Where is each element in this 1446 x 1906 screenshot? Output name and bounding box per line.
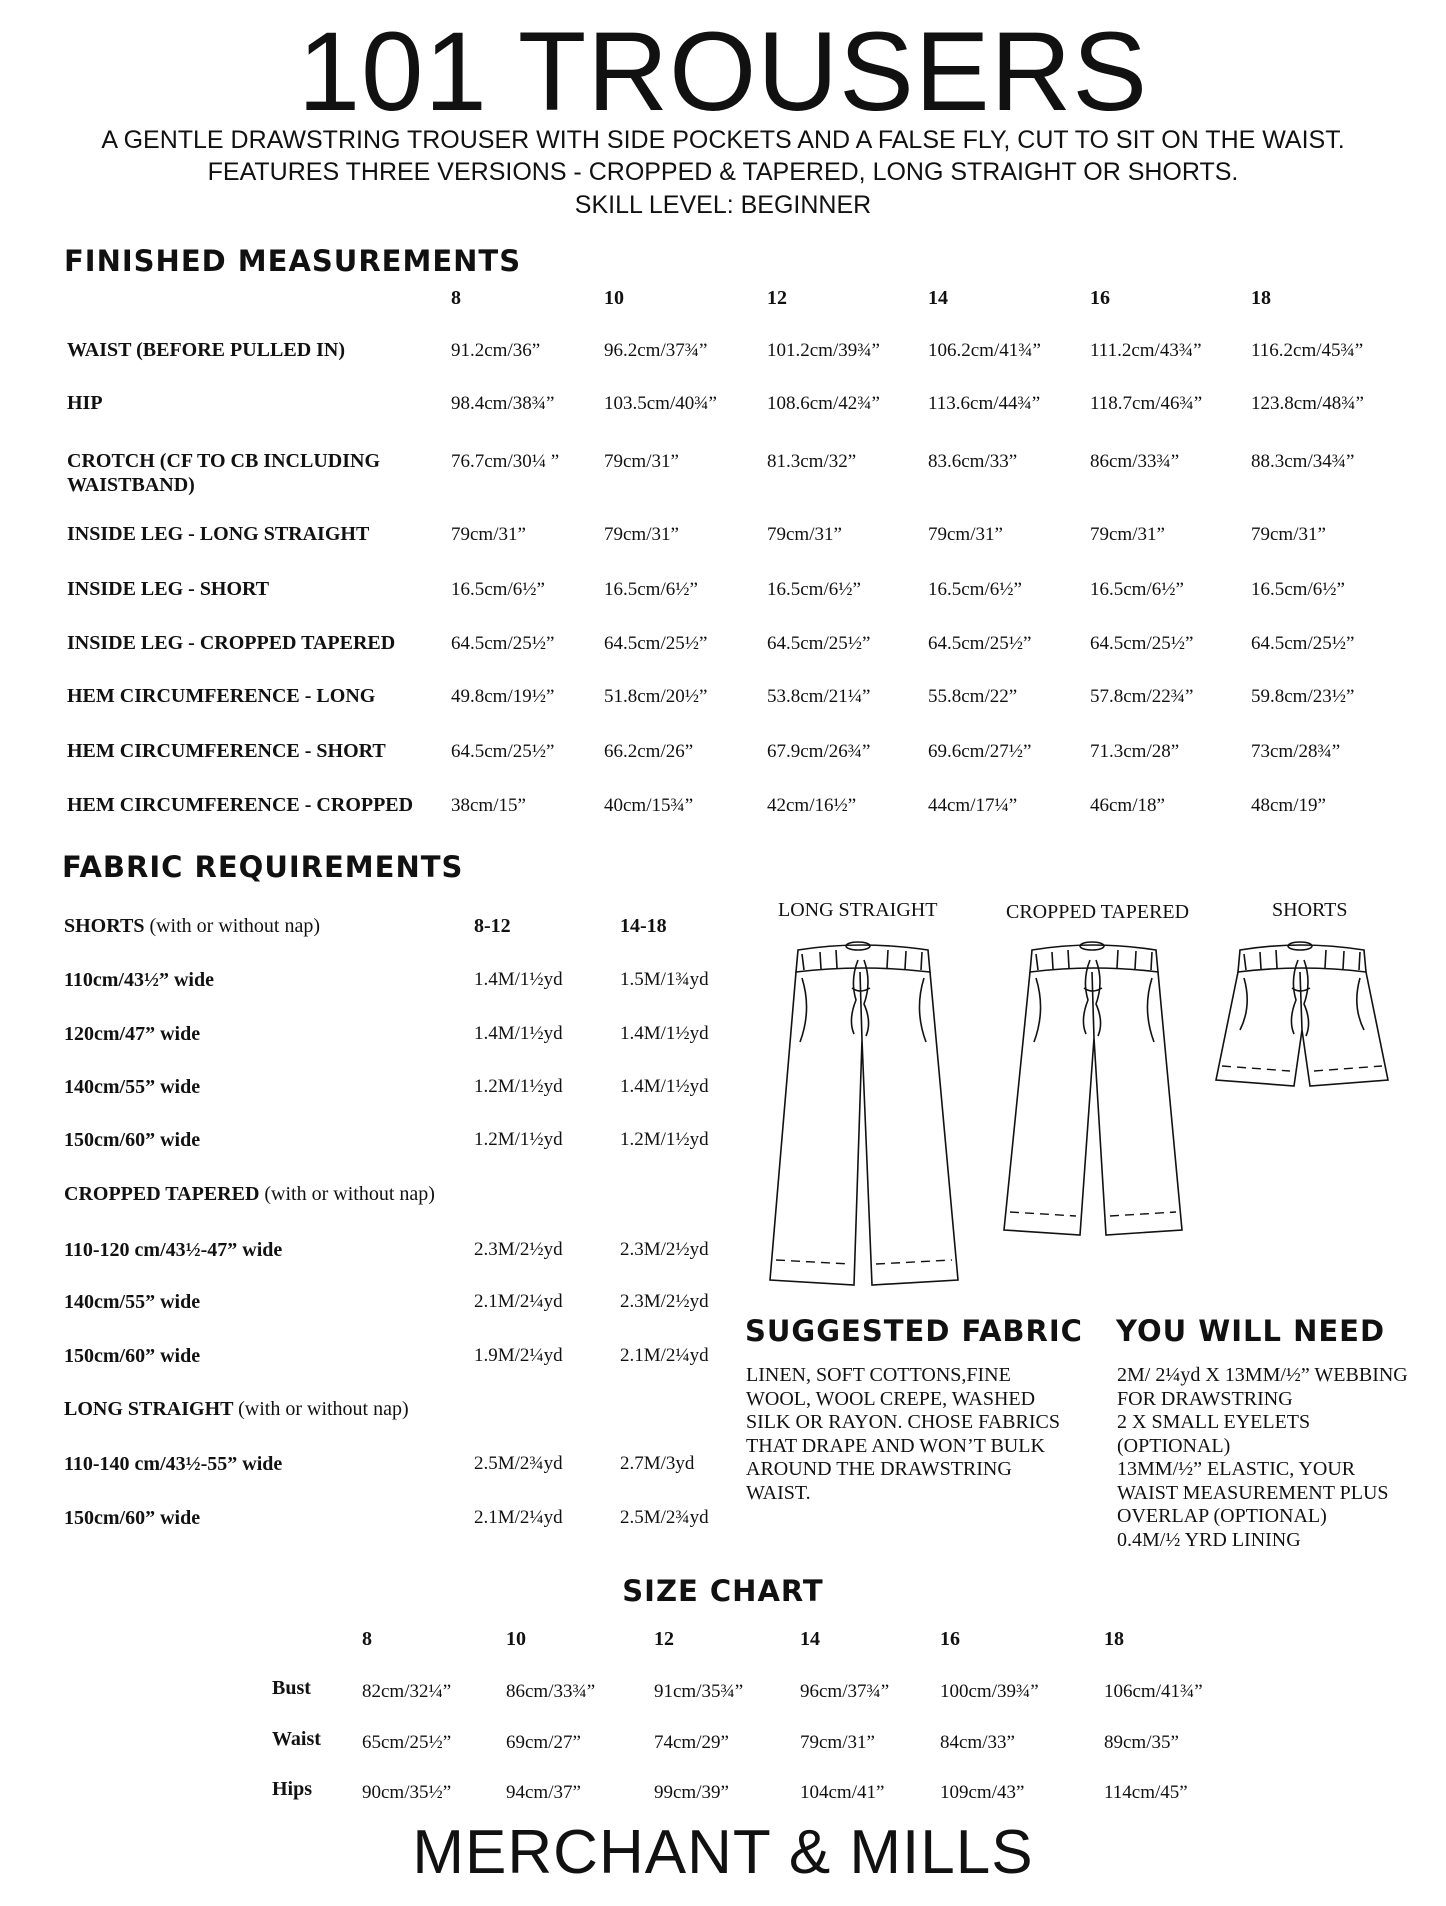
finished-cell: 123.8cm/48¾” — [1251, 393, 1364, 414]
fabric-cell-14-18: 1.4M/1½yd — [620, 1023, 709, 1044]
size-chart-size-header: 12 — [654, 1628, 674, 1650]
finished-cell: 101.2cm/39¾” — [767, 340, 880, 361]
size-chart-cell: 114cm/45” — [1104, 1782, 1188, 1803]
fabric-cell-8-12: 1.2M/1½yd — [474, 1129, 563, 1150]
description-line-1: A GENTLE DRAWSTRING TROUSER WITH SIDE POCKETS AND A FALSE FLY, CUT TO SIT ON THE WAIST. — [101, 126, 1345, 154]
fabric-cell-8-12: 2.5M/2¾yd — [474, 1453, 563, 1474]
size-chart-cell: 65cm/25½” — [362, 1732, 452, 1753]
fabric-cell-8-12: 2.1M/2¼yd — [474, 1507, 563, 1528]
finished-size-header: 18 — [1251, 287, 1271, 309]
you-will-need-text: 2M/ 2¼yd X 13MM/½” WEBBING FOR DRAWSTRING 2 X SMALL EYELETS (OPTIONAL) 13MM/½” ELASTIC, YOUR WAIST MEASUREMENT PLUS OVERLAP (OPTIONAL) 0.4M/½ YRD LINING — [1117, 1364, 1408, 1551]
finished-cell: 73cm/28¾” — [1251, 741, 1341, 762]
size-chart-cell: 91cm/35¾” — [654, 1681, 744, 1702]
finished-cell: 88.3cm/34¾” — [1251, 451, 1355, 472]
trouser-illustrations — [740, 930, 1420, 1290]
fabric-cell-14-18: 2.1M/2¼yd — [620, 1345, 709, 1366]
size-chart-cell: 96cm/37¾” — [800, 1681, 890, 1702]
finished-cell: 64.5cm/25½” — [604, 633, 708, 654]
fabric-cell-14-18: 1.2M/1½yd — [620, 1129, 709, 1150]
fabric-row-label: 120cm/47” wide — [64, 1023, 201, 1045]
finished-row-label: HEM CIRCUMFERENCE - LONG — [67, 685, 376, 707]
fabric-group-name: CROPPED TAPERED — [64, 1183, 260, 1205]
finished-row-label: HEM CIRCUMFERENCE - SHORT — [67, 740, 386, 762]
finished-cell: 46cm/18” — [1090, 795, 1165, 816]
finished-size-header: 10 — [604, 287, 624, 309]
finished-cell: 71.3cm/28” — [1090, 741, 1180, 762]
fabric-group-name: LONG STRAIGHT — [64, 1398, 234, 1420]
size-chart-cell: 100cm/39¾” — [940, 1681, 1039, 1702]
finished-cell: 64.5cm/25½” — [1251, 633, 1355, 654]
finished-row-label: WAIST (BEFORE PULLED IN) — [67, 339, 346, 361]
finished-cell: 66.2cm/26” — [604, 741, 694, 762]
finished-cell: 79cm/31” — [1090, 524, 1165, 545]
finished-row-label: HIP — [67, 392, 103, 414]
finished-cell: 79cm/31” — [1251, 524, 1326, 545]
finished-row-label: INSIDE LEG - SHORT — [67, 578, 270, 600]
finished-row-label: INSIDE LEG - CROPPED TAPERED — [67, 632, 396, 654]
finished-cell: 103.5cm/40¾” — [604, 393, 717, 414]
fabric-group-note: (with or without nap) — [238, 1398, 409, 1420]
finished-cell: 48cm/19” — [1251, 795, 1326, 816]
finished-cell: 79cm/31” — [604, 451, 679, 472]
finished-row-label: INSIDE LEG - LONG STRAIGHT — [67, 523, 370, 545]
size-chart-size-header: 10 — [506, 1628, 526, 1650]
fabric-cell-8-12: 2.1M/2¼yd — [474, 1291, 563, 1312]
finished-measurements-heading: FINISHED MEASUREMENTS — [64, 244, 522, 278]
finished-cell: 86cm/33¾” — [1090, 451, 1180, 472]
size-chart-size-header: 18 — [1104, 1628, 1124, 1650]
size-chart-cell: 99cm/39” — [654, 1782, 729, 1803]
finished-cell: 59.8cm/23½” — [1251, 686, 1355, 707]
size-chart-cell: 86cm/33¾” — [506, 1681, 596, 1702]
finished-cell: 64.5cm/25½” — [928, 633, 1032, 654]
fabric-row-label: 110-120 cm/43½-47” wide — [64, 1239, 283, 1261]
fabric-row-label: 110cm/43½” wide — [64, 969, 214, 991]
you-will-need-heading: YOU WILL NEED — [1116, 1314, 1386, 1348]
fabric-row-label: 110-140 cm/43½-55” wide — [64, 1453, 283, 1475]
size-chart-cell: 109cm/43” — [940, 1782, 1025, 1803]
finished-cell: 64.5cm/25½” — [767, 633, 871, 654]
cropped-tapered-trouser-drawing — [1004, 942, 1182, 1235]
suggested-fabric-heading: SUGGESTED FABRIC — [745, 1314, 1083, 1348]
fabric-group-name: SHORTS — [64, 915, 145, 937]
finished-size-header: 12 — [767, 287, 787, 309]
label-cropped-tapered: CROPPED TAPERED — [1006, 901, 1190, 923]
size-chart-size-header: 14 — [800, 1628, 820, 1650]
size-chart-cell: 90cm/35½” — [362, 1782, 452, 1803]
size-chart-cell: 69cm/27” — [506, 1732, 581, 1753]
finished-cell: 16.5cm/6½” — [604, 579, 698, 600]
finished-size-header: 8 — [451, 287, 461, 309]
suggested-fabric-text: LINEN, SOFT COTTONS,FINE WOOL, WOOL CREPE, WASHED SILK OR RAYON. CHOSE FABRICS THAT DRAPE AND WON’T BULK AROUND THE DRAWSTRING WAIST. — [746, 1364, 1060, 1504]
finished-cell: 16.5cm/6½” — [451, 579, 545, 600]
size-chart-heading: SIZE CHART — [622, 1574, 824, 1608]
finished-cell: 55.8cm/22” — [928, 686, 1018, 707]
finished-cell: 53.8cm/21¼” — [767, 686, 871, 707]
fabric-cell-8-12: 1.2M/1½yd — [474, 1076, 563, 1097]
fabric-cell-14-18: 2.3M/2½yd — [620, 1239, 709, 1260]
fabric-cell-14-18: 2.7M/3yd — [620, 1453, 695, 1474]
finished-cell: 38cm/15” — [451, 795, 526, 816]
fabric-row-label: 150cm/60” wide — [64, 1345, 201, 1367]
finished-row-label: HEM CIRCUMFERENCE - CROPPED — [67, 794, 414, 816]
size-chart-cell: 106cm/41¾” — [1104, 1681, 1203, 1702]
finished-cell: 16.5cm/6½” — [767, 579, 861, 600]
size-chart-cell: 94cm/37” — [506, 1782, 581, 1803]
fabric-cell-14-18: 1.5M/1¾yd — [620, 969, 709, 990]
finished-cell: 79cm/31” — [767, 524, 842, 545]
fabric-col-header: 8-12 — [474, 915, 511, 937]
finished-cell: 57.8cm/22¾” — [1090, 686, 1194, 707]
fabric-group-label — [64, 914, 320, 938]
fabric-cell-14-18: 1.4M/1½yd — [620, 1076, 709, 1097]
brand-footer: MERCHANT & MILLS — [412, 1818, 1034, 1887]
fabric-cell-8-12: 1.9M/2¼yd — [474, 1345, 563, 1366]
size-chart-row-label: Waist — [272, 1728, 321, 1750]
fabric-group-note: (with or without nap) — [264, 1183, 435, 1205]
long-straight-trouser-drawing — [770, 942, 958, 1285]
fabric-row-label: 140cm/55” wide — [64, 1076, 201, 1098]
finished-cell: 113.6cm/44¾” — [928, 393, 1041, 414]
description-line-2: FEATURES THREE VERSIONS - CROPPED & TAPERED, LONG STRAIGHT OR SHORTS. — [207, 158, 1239, 186]
label-long-straight: LONG STRAIGHT — [778, 899, 938, 921]
fabric-group-label — [64, 1397, 409, 1421]
size-chart-row-label: Bust — [272, 1677, 311, 1699]
fabric-col-header: 14-18 — [620, 915, 667, 937]
finished-cell: 79cm/31” — [928, 524, 1003, 545]
finished-size-header: 14 — [928, 287, 948, 309]
finished-row-label: CROTCH (CF TO CB INCLUDING WAISTBAND) — [67, 450, 380, 496]
size-chart-cell: 89cm/35” — [1104, 1732, 1179, 1753]
size-chart-cell: 84cm/33” — [940, 1732, 1015, 1753]
skill-level: SKILL LEVEL: BEGINNER — [574, 191, 872, 219]
finished-cell: 79cm/31” — [604, 524, 679, 545]
finished-cell: 76.7cm/30¼ ” — [451, 451, 560, 472]
size-chart-cell: 79cm/31” — [800, 1732, 875, 1753]
size-chart-size-header: 8 — [362, 1628, 372, 1650]
finished-cell: 67.9cm/26¾” — [767, 741, 871, 762]
finished-cell: 16.5cm/6½” — [928, 579, 1022, 600]
label-shorts: SHORTS — [1272, 899, 1348, 921]
finished-cell: 51.8cm/20½” — [604, 686, 708, 707]
size-chart-cell: 74cm/29” — [654, 1732, 729, 1753]
finished-cell: 116.2cm/45¾” — [1251, 340, 1364, 361]
page-title: 101 TROUSERS — [297, 9, 1149, 134]
fabric-cell-8-12: 1.4M/1½yd — [474, 969, 563, 990]
finished-cell: 69.6cm/27½” — [928, 741, 1032, 762]
fabric-cell-8-12: 2.3M/2½yd — [474, 1239, 563, 1260]
finished-cell: 49.8cm/19½” — [451, 686, 555, 707]
fabric-cell-14-18: 2.3M/2½yd — [620, 1291, 709, 1312]
fabric-requirements-heading: FABRIC REQUIREMENTS — [62, 850, 464, 884]
finished-cell: 64.5cm/25½” — [1090, 633, 1194, 654]
size-chart-row-label: Hips — [272, 1778, 313, 1800]
finished-cell: 118.7cm/46¾” — [1090, 393, 1203, 414]
finished-cell: 42cm/16½” — [767, 795, 857, 816]
size-chart-size-header: 16 — [940, 1628, 960, 1650]
finished-cell: 16.5cm/6½” — [1251, 579, 1345, 600]
finished-cell: 106.2cm/41¾” — [928, 340, 1041, 361]
finished-cell: 79cm/31” — [451, 524, 526, 545]
fabric-group-note: (with or without nap) — [149, 915, 320, 937]
finished-cell: 44cm/17¼” — [928, 795, 1018, 816]
finished-cell: 83.6cm/33” — [928, 451, 1018, 472]
fabric-row-label: 150cm/60” wide — [64, 1507, 201, 1529]
fabric-group-label — [64, 1182, 435, 1206]
finished-cell: 64.5cm/25½” — [451, 633, 555, 654]
finished-cell: 108.6cm/42¾” — [767, 393, 880, 414]
finished-cell: 98.4cm/38¾” — [451, 393, 555, 414]
finished-cell: 96.2cm/37¾” — [604, 340, 708, 361]
finished-cell: 64.5cm/25½” — [451, 741, 555, 762]
size-chart-cell: 104cm/41” — [800, 1782, 885, 1803]
fabric-cell-8-12: 1.4M/1½yd — [474, 1023, 563, 1044]
finished-cell: 111.2cm/43¾” — [1090, 340, 1202, 361]
fabric-cell-14-18: 2.5M/2¾yd — [620, 1507, 709, 1528]
finished-cell: 81.3cm/32” — [767, 451, 857, 472]
fabric-row-label: 150cm/60” wide — [64, 1129, 201, 1151]
finished-cell: 91.2cm/36” — [451, 340, 541, 361]
size-chart-cell: 82cm/32¼” — [362, 1681, 452, 1702]
finished-cell: 40cm/15¾” — [604, 795, 694, 816]
fabric-row-label: 140cm/55” wide — [64, 1291, 201, 1313]
finished-cell: 16.5cm/6½” — [1090, 579, 1184, 600]
finished-size-header: 16 — [1090, 287, 1110, 309]
shorts-drawing — [1216, 942, 1388, 1086]
